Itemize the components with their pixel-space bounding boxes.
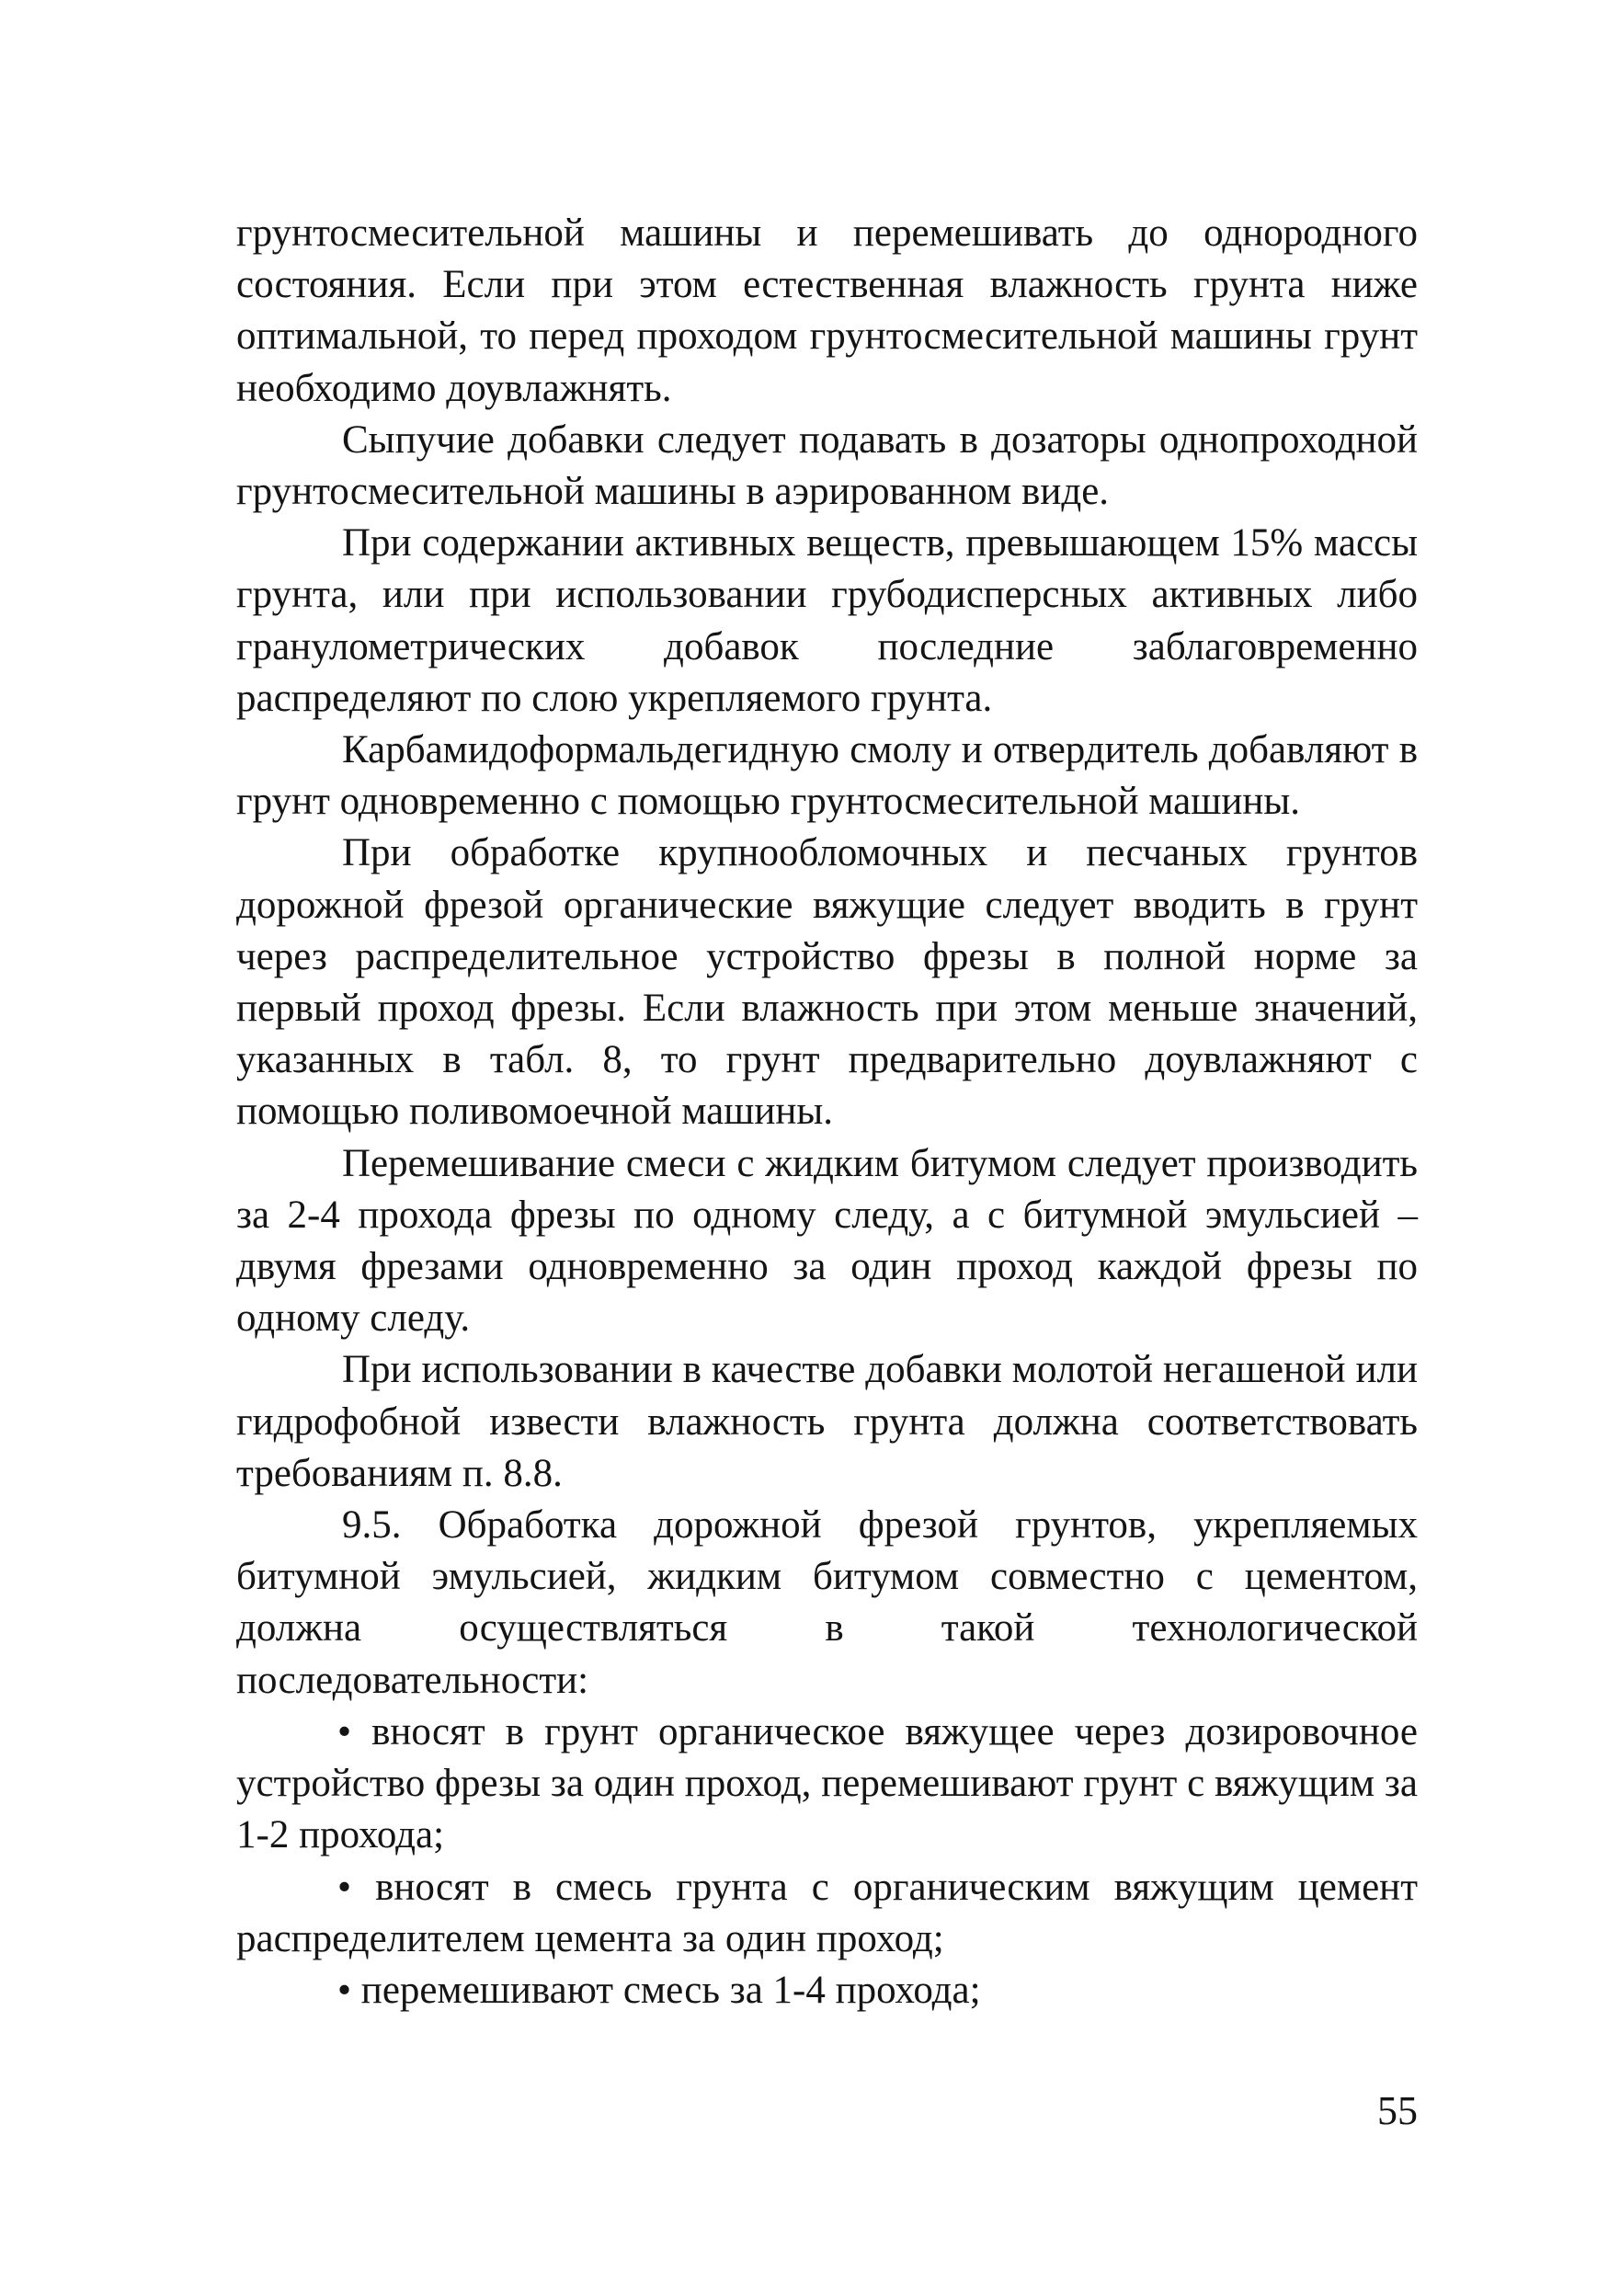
paragraph-1: грунтосмесительной машины и перемешивать до однородного состояния. Если при этом естественная влажность грунта ниже оптимальной, то перед проходом грунтосмесительной машины грунт необходимо доувлажнять. [236, 211, 1418, 410]
paragraph-4: Карбамидоформальдегидную смолу и отвердитель добавляют в грунт одновременно с помощью грунтосмесительной машины. [236, 728, 1418, 824]
section-9-5-paragraph: 9.5. Обработка дорожной фрезой грунтов, укрепляемых битумной эмульсией, жидким битумом совместно с цементом, должна осуществляться в такой технологической последовательности: [236, 1503, 1418, 1702]
paragraph-5: При обработке крупнообломочных и песчаных грунтов дорожной фрезой органические вяжущие следует вводить в грунт через распределительное устройство фрезы в полной норме за первый проход фрезы. Если влажность при этом меньше значений, указанных в табл. 8, то грунт предварительно доувлажняют с помощью поливомоечной машины. [236, 831, 1418, 1134]
page-number: 55 [1377, 2088, 1418, 2133]
bullet-item-2: • вносят в смесь грунта с органическим вяжущим цемент распределителем цемента за один проход; [236, 1865, 1418, 1960]
bullet-item-1: • вносят в грунт органическое вяжущее через дозировочное устройство фрезы за один проход, перемешивают грунт с вяжущим за 1-2 прохода; [236, 1709, 1418, 1857]
paragraph-2: Сыпучие добавки следует подавать в дозаторы однопроходной грунтосмесительной машины в аэрированном виде. [236, 417, 1418, 514]
bullet-item-3: • перемешивают смесь за 1-4 прохода; [337, 1968, 981, 2012]
paragraph-3: При содержании активных веществ, превышающем 15% массы грунта, или при использовании грубодисперсных активных либо гранулометрических добавок последние заблаговременно распределяют по слою укрепляемого грунта. [236, 521, 1418, 720]
paragraph-7: При использовании в качестве добавки молотой негашеной или гидрофобной извести влажность грунта должна соответствовать требованиям п. 8.8. [236, 1348, 1418, 1495]
paragraph-6: Перемешивание смеси с жидким битумом следует производить за 2-4 прохода фрезы по одному следу, а с битумной эмульсией – двумя фрезами одновременно за один проход каждой фрезы по одному следу. [236, 1141, 1418, 1341]
body-text [236, 208, 1418, 2016]
